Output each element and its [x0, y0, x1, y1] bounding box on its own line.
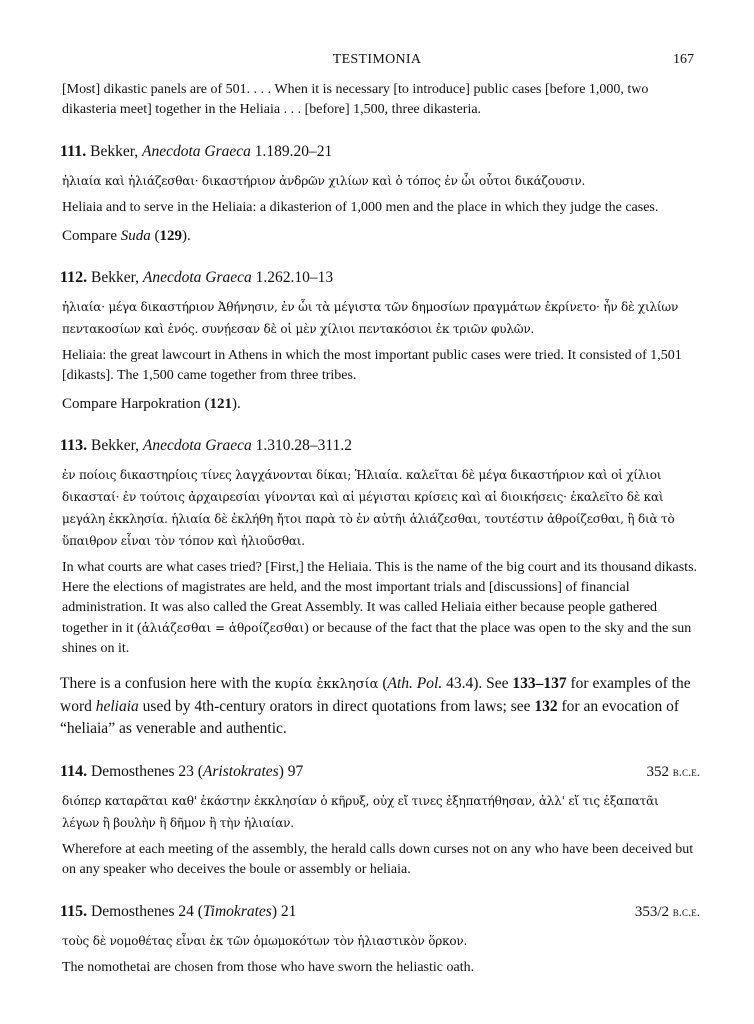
source-work: Timokrates	[202, 903, 272, 920]
commentary-greek: κυρία ἐκκλησία	[274, 677, 379, 692]
source-ref: ) 97	[278, 763, 304, 780]
source-work: Anecdota Graeca	[142, 437, 252, 454]
compare-prefix: Compare Harpokration	[62, 396, 201, 412]
source-ref: 1.189.20–21	[254, 143, 333, 160]
commentary-text: used by 4th-century orators in direct quotations from laws; see	[138, 698, 535, 715]
entry-number: 115.	[60, 903, 88, 920]
source-ref: 1.310.28–311.2	[255, 437, 352, 454]
commentary-text: for an evocation of “heliaia” as venerable and authentic.	[60, 698, 680, 737]
entry-heading	[60, 762, 698, 782]
entry-115	[62, 902, 698, 978]
date-era: b.c.e.	[672, 764, 700, 779]
commentary-work: Ath. Pol.	[387, 675, 443, 692]
commentary-ref: 133–137	[512, 675, 567, 692]
source-ref: 1.262.10–13	[255, 269, 334, 286]
source-ref: ) 21	[271, 903, 297, 920]
compare-work: Suda	[120, 228, 151, 244]
entry-heading	[60, 268, 698, 288]
source-author: Bekker,	[91, 269, 140, 286]
commentary-term: heliaia	[95, 698, 139, 715]
entry-heading	[60, 902, 698, 922]
date-year: 352	[646, 764, 669, 780]
entry-number: 112.	[60, 269, 88, 286]
translation: Heliaia and to serve in the Heliaia: a dikasterion of 1,000 men and the place in which they judge the cases.	[62, 200, 659, 215]
translation: Wherefore at each meeting of the assembly, the herald calls down curses not on any who have been deceived but on any speaker who deceives the boule or assembly or heliaia.	[62, 842, 694, 877]
entry-number: 111.	[60, 143, 87, 160]
entry-111	[62, 142, 698, 246]
commentary-text: 43.4). See	[442, 675, 513, 692]
intro-translation: [Most] dikastic panels are of 501. . . . When it is necessary [to introduce] public cases [before 1,000, two dikasteria meet] together in the Heliaia . . . [before] 1,500, three dikasteria.	[62, 82, 649, 117]
entry-number: 113.	[60, 437, 88, 454]
entry-heading	[60, 436, 698, 456]
source-work: Anecdota Graeca	[142, 269, 252, 286]
commentary-paragraph	[60, 673, 698, 740]
running-title: TESTIMONIA	[332, 52, 422, 67]
compare-prefix: Compare	[62, 228, 117, 244]
compare-note: Compare Suda (129).	[62, 228, 191, 244]
page-body	[62, 74, 698, 984]
greek-text: τοὺς δὲ νομοθέτας εἶναι ἐκ τῶν ὀμωμοκότων τὸν ἡλιαστικὸν ὅρκον.	[62, 934, 468, 948]
translation-part: In what courts are what cases tried? [First,] the Heliaia. This is the name of the big court and its thousand dikasts. Here the elections of magistrates are held, and the most important trials and [discussions] of financial administration. It was also called the Great Assembly. It was called Heliaia either because people gathered together in it (	[62, 560, 698, 636]
commentary-ref: 132	[534, 698, 558, 715]
entry-heading	[60, 142, 698, 162]
source-author: Demosthenes 23 (	[91, 763, 203, 780]
translation-greek: ἁλιάζεσθαι = ἀθροίζεσθαι	[141, 621, 305, 635]
source-author: Bekker,	[90, 143, 139, 160]
translation: The nomothetai are chosen from those who have sworn the heliastic oath.	[62, 960, 475, 975]
translation-part: ) or because of the fact that the place was open to the sky and the sun shines on it.	[62, 621, 692, 656]
entry-114	[62, 762, 698, 880]
entry-date	[635, 902, 700, 922]
source-work: Aristokrates	[202, 763, 279, 780]
entry-number: 114.	[60, 763, 88, 780]
translation: Heliaia: the great lawcourt in Athens in which the most important public cases were tried. It consisted of 1,501 [dikasts]. The 1,500 came together from three tribes.	[62, 348, 682, 383]
compare-ref: 129	[159, 228, 182, 244]
source-work: Anecdota Graeca	[142, 143, 251, 160]
page-header	[60, 52, 694, 70]
compare-note: Compare Harpokration (121).	[62, 396, 241, 412]
commentary-text: There is a confusion here with the	[60, 675, 275, 692]
greek-text: ἐν ποίοις δικαστηρίοις τίνες λαγχάνονται δίκαι; Ἡλιαία. καλεῖται δὲ μέγα δικαστήριον καὶ οἱ χίλιοι δικασταί· ἐν τούτοις ἀρχαιρεσίαι γίνονται καὶ αἱ μέγισται κρίσεις καὶ αἱ διοικήσεις· ἐκαλεῖτο δὲ καὶ μεγάλη ἐκκλησία. ἡλιαία δὲ ἐκλήθη ἤτοι παρὰ τὸ ἐν αὐτῆι ἁλιάζεσθαι, τουτέστιν ἀθροίζεσθαι, ἢ διὰ τὸ ὕπαιθρον εἶναι τὸν τόπον καὶ ἡλιοῦσθαι.	[62, 468, 675, 548]
date-year: 353/2	[634, 904, 669, 920]
translation	[62, 558, 698, 659]
commentary-text: (	[378, 675, 388, 692]
greek-text: διόπερ καταρᾶται καθ' ἑκάστην ἐκκλησίαν ὁ κῆρυξ, οὐχ εἴ τινες ἐξηπατήθησαν, ἀλλ' εἴ τις ἐξαπατᾶι λέγων ἢ βουλὴν ἢ δῆμον ἢ τὴν ἡλιαίαν.	[62, 794, 659, 830]
page-number: 167	[673, 52, 694, 67]
source-author: Demosthenes 24 (	[91, 903, 203, 920]
commentary-text: for examples of the word	[60, 675, 691, 715]
source-author: Bekker,	[91, 437, 140, 454]
entry-date	[646, 762, 700, 782]
compare-ref: 121	[209, 396, 232, 412]
date-era: b.c.e.	[672, 904, 700, 919]
greek-text: ἡλιαία καὶ ἡλιάζεσθαι· δικαστήριον ἀνδρῶν χιλίων καὶ ὁ τόπος ἐν ὧι οὗτοι δικάζουσιν.	[62, 174, 586, 188]
greek-text: ἡλιαία· μέγα δικαστήριον Ἀθήνησιν, ἐν ὧι τὰ μέγιστα τῶν δημοσίων πραγμάτων ἐκρίνετο· ἦν δὲ χιλίων πεντακοσίων καὶ ἑνός. συνῄεσαν δὲ οἱ μὲν χίλιοι πεντακόσιοι ἐκ τριῶν φυλῶν.	[62, 300, 679, 336]
entry-113	[62, 436, 698, 659]
entry-112	[62, 268, 698, 414]
